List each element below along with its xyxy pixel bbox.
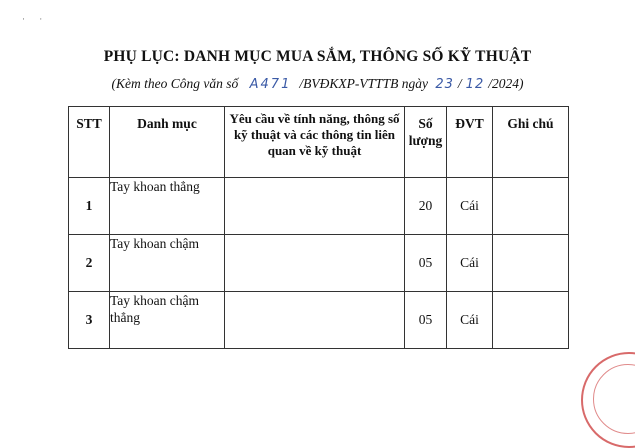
row-requirements bbox=[225, 235, 405, 292]
header-item: Danh mục bbox=[110, 107, 225, 178]
header-quantity: Số lượng bbox=[405, 107, 447, 178]
handwritten-day: 23 bbox=[435, 77, 454, 92]
document-subtitle bbox=[0, 76, 635, 92]
row-item: Tay khoan chậm thẳng bbox=[110, 292, 225, 349]
subtitle-year: /2024) bbox=[488, 76, 524, 91]
row-requirements bbox=[225, 292, 405, 349]
subtitle-prefix: (Kèm theo Công văn số bbox=[111, 76, 239, 91]
header-stt: STT bbox=[69, 107, 110, 178]
row-unit: Cái bbox=[447, 178, 493, 235]
scan-specks: · · bbox=[22, 14, 49, 24]
row-note bbox=[493, 292, 569, 349]
header-note: Ghi chú bbox=[493, 107, 569, 178]
row-note bbox=[493, 235, 569, 292]
row-quantity: 05 bbox=[405, 235, 447, 292]
table-header-row bbox=[69, 107, 569, 178]
row-quantity: 20 bbox=[405, 178, 447, 235]
subtitle-middle: /BVĐKXP-VTTTB ngày bbox=[299, 76, 428, 91]
stamp-inner-ring bbox=[593, 364, 635, 434]
date-separator: / bbox=[457, 76, 462, 91]
row-requirements bbox=[225, 178, 405, 235]
row-quantity: 05 bbox=[405, 292, 447, 349]
table-row bbox=[69, 178, 569, 235]
handwritten-month: 12 bbox=[465, 77, 485, 92]
row-note bbox=[493, 178, 569, 235]
row-item: Tay khoan thẳng bbox=[110, 178, 225, 235]
table-row bbox=[69, 235, 569, 292]
red-seal-stamp bbox=[581, 352, 635, 448]
handwritten-doc-number: A471 bbox=[249, 77, 292, 92]
row-unit: Cái bbox=[447, 235, 493, 292]
row-stt: 2 bbox=[69, 235, 110, 292]
header-unit: ĐVT bbox=[447, 107, 493, 178]
header-requirements: Yêu cầu về tính năng, thông số kỹ thuật và các thông tin liên quan về kỹ thuật bbox=[225, 107, 405, 178]
document-title: PHỤ LỤC: DANH MỤC MUA SẮM, THÔNG SỐ KỸ THUẬT bbox=[103, 48, 532, 65]
procurement-table bbox=[68, 106, 569, 349]
table-row bbox=[69, 292, 569, 349]
row-stt: 1 bbox=[69, 178, 110, 235]
row-stt: 3 bbox=[69, 292, 110, 349]
row-item: Tay khoan chậm bbox=[110, 235, 225, 292]
row-unit: Cái bbox=[447, 292, 493, 349]
